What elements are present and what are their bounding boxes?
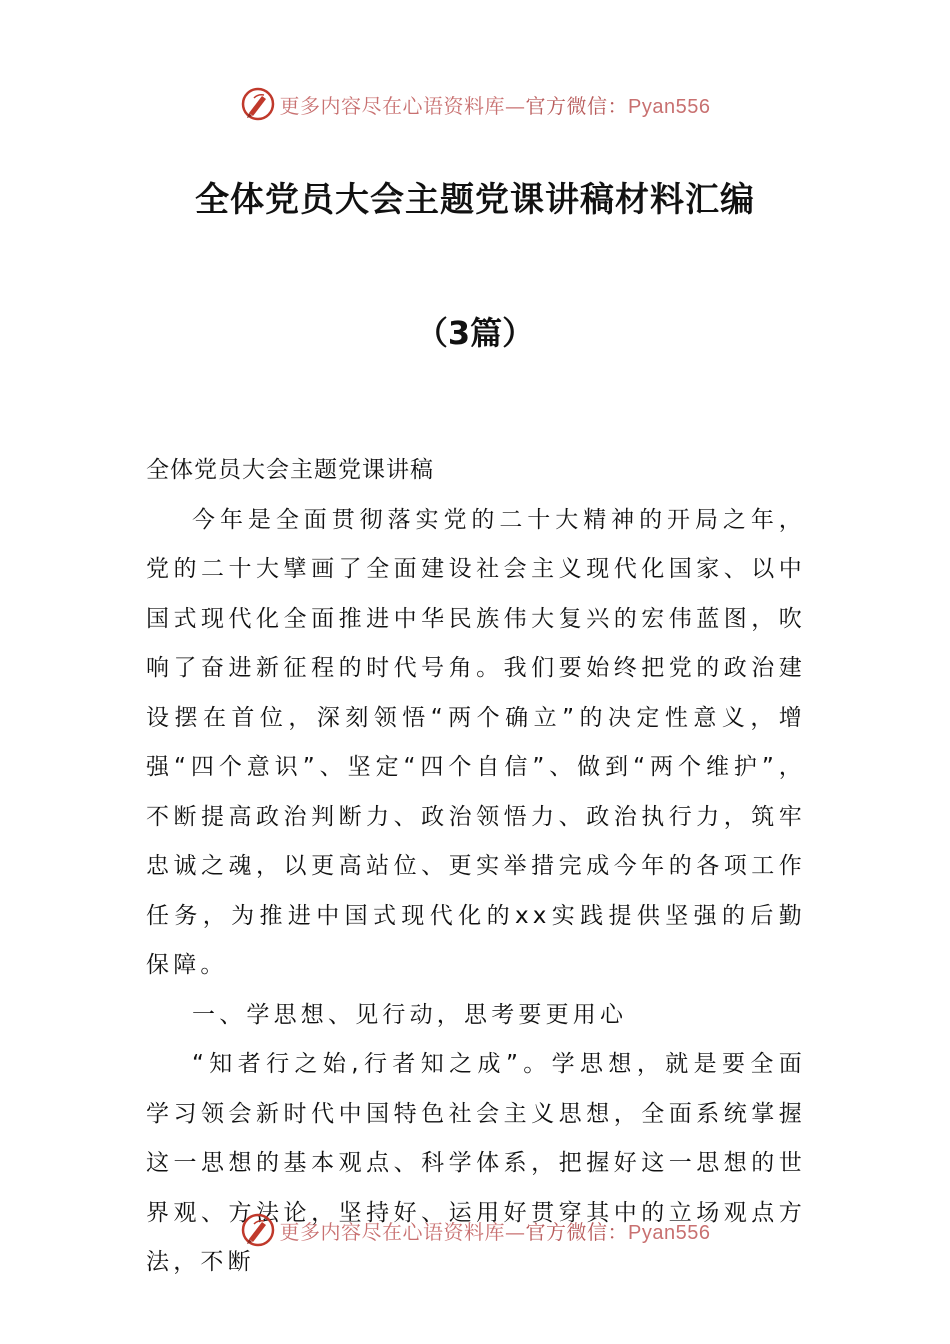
watermark-dash: — xyxy=(505,93,526,118)
watermark-banner-top xyxy=(0,84,950,124)
pen-logo-icon xyxy=(240,86,276,122)
watermark-wechat-id: Pyan556 xyxy=(628,95,711,118)
section-heading: 全体党员大会主题党课讲稿 xyxy=(146,457,434,483)
watermark-wechat-label: 官方微信： xyxy=(525,93,629,118)
document-body xyxy=(146,446,806,1288)
watermark-site-text: 更多内容尽在心语资料库 xyxy=(279,1219,506,1244)
body-paragraph: 今年是全面贯彻落实党的二十大精神的开局之年，党的二十大擘画了全面建设社会主义现代化国家、以中国式现代化全面推进中华民族伟大复兴的宏伟蓝图，吹响了奋进新征程的时代号角。我们要始终把党的政治建设摆在首位，深刻领悟“两个确立”的决定性意义，增强“四个意识”、坚定“四个自信”、做到“两个维护”，不断提高政治判断力、政治领悟力、政治执行力，筑牢忠诚之魂，以更高站位、更实举措完成今年的各项工作任务，为推进中国式现代化的xx实践提供坚强的后勤保障。 xyxy=(146,506,806,978)
document-subtitle: （3篇） xyxy=(415,314,535,352)
watermark-banner-bottom xyxy=(0,1210,950,1250)
watermark-wechat-id: Pyan556 xyxy=(628,1221,711,1244)
watermark-wechat-label: 官方微信： xyxy=(525,1219,629,1244)
pen-logo-icon xyxy=(240,1212,276,1248)
watermark-text xyxy=(280,90,711,119)
watermark-text xyxy=(280,1216,711,1245)
body-paragraph: “知者行之始,行者知之成”。学思想，就是要全面学习领会新时代中国特色社会主义思想，全面系统掌握这一思想的基本观点、科学体系，把握好这一思想的世界观、方法论，坚持好、运用好贯穿其中的立场观点方法，不断 xyxy=(146,1051,806,1275)
document-title: 全体党员大会主题党课讲稿材料汇编 xyxy=(195,180,755,220)
watermark-dash: — xyxy=(505,1219,526,1244)
subsection-heading: 一、学思想、见行动，思考要更用心 xyxy=(192,1001,628,1028)
watermark-site-text: 更多内容尽在心语资料库 xyxy=(279,93,506,118)
